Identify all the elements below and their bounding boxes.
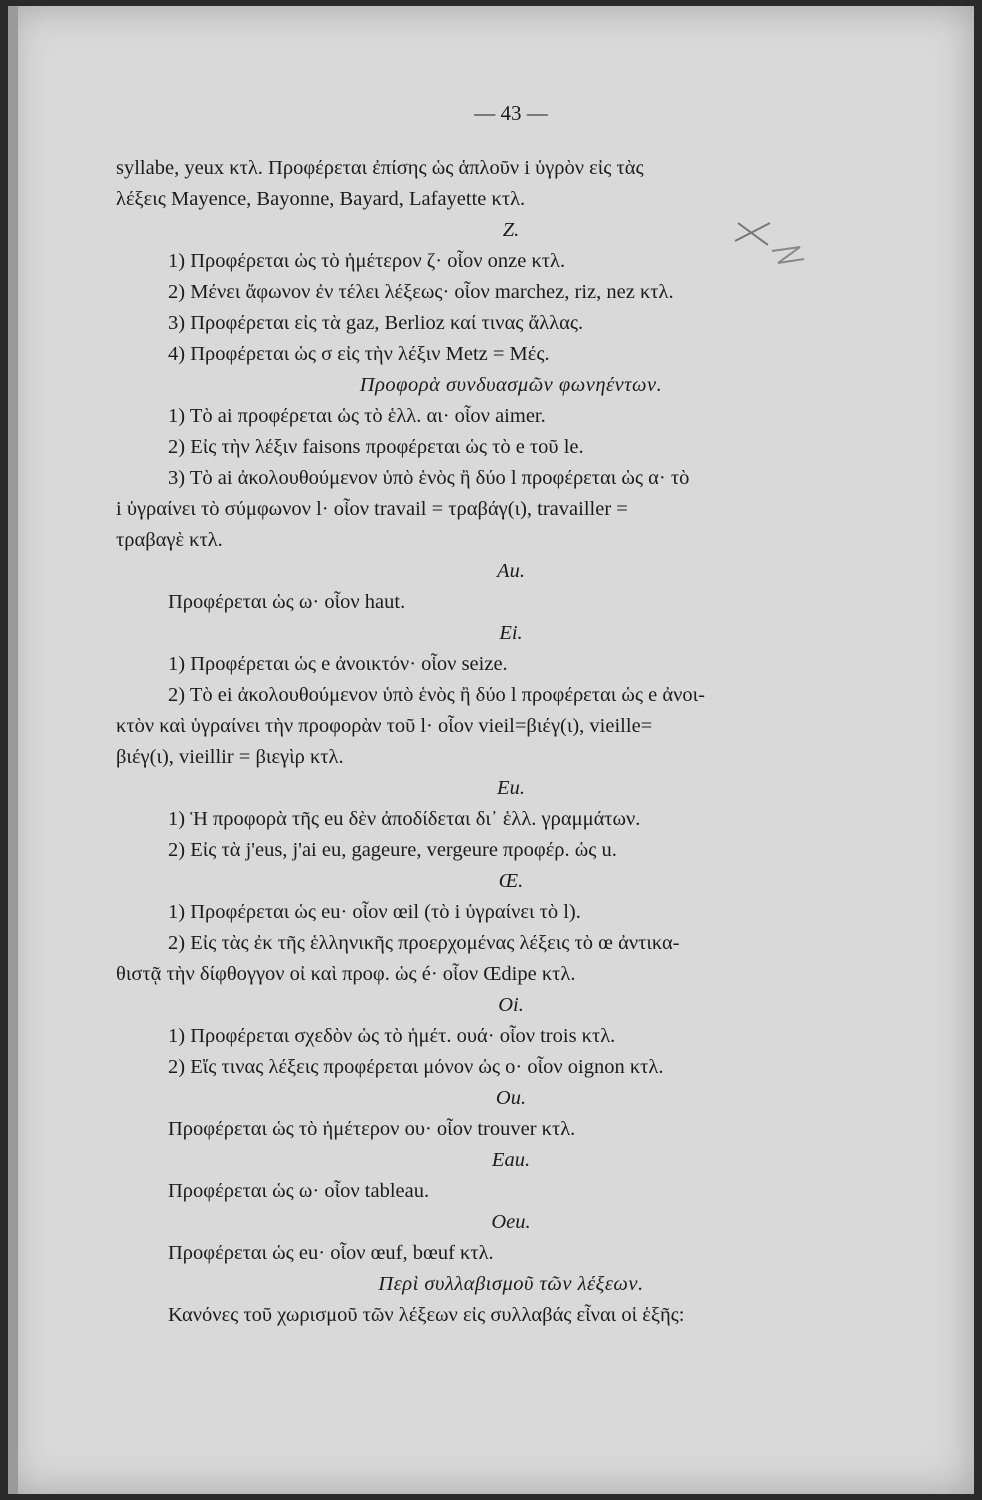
text-line: 2) Μένει ἄφωνον ἐν τέλει λέξεως· οἷον marchez, riz, nez κτλ. bbox=[168, 281, 674, 303]
text-line: Προφέρεται ὡς ω· οἷον tableau. bbox=[168, 1180, 430, 1202]
text-line: Προφέρεται ὡς ω· οἷον haut. bbox=[168, 591, 406, 613]
section-heading: Ei. bbox=[499, 622, 523, 644]
text-line: 1) Ἡ προφορὰ τῆς eu δὲν ἀποδίδεται δι᾽ ἑλλ. γραμμάτων. bbox=[168, 808, 641, 830]
text-line: κτὸν καὶ ὑγραίνει τὴν προφορὰν τοῦ l· οἷον vieil=βιέγ(ι), vieille= bbox=[116, 715, 653, 737]
text-line: τραβαγὲ κτλ. bbox=[116, 529, 223, 551]
text-line: Κανόνες τοῦ χωρισμοῦ τῶν λέξεων εἰς συλλαβάς εἶναι οἱ ἑξῆς: bbox=[168, 1304, 685, 1326]
page-number: — 43 — bbox=[474, 101, 548, 125]
book-page bbox=[8, 6, 974, 1494]
page-spine bbox=[8, 6, 18, 1494]
section-heading: Ou. bbox=[495, 1087, 527, 1109]
text-line: i ὑγραίνει τὸ σύμφωνον l· οἷον travail = τραβάγ(ι), travailler = bbox=[116, 498, 628, 520]
section-heading: Eu. bbox=[497, 777, 525, 799]
text-line: 1) Προφέρεται ὡς e ἀνοικτόν· οἷον seize. bbox=[168, 653, 508, 675]
section-heading: Z. bbox=[502, 219, 520, 241]
text-line: 3) Τὸ ai ἀκολουθούμενον ὑπὸ ἑνὸς ἢ δύο l προφέρεται ὡς α· τὸ bbox=[168, 467, 690, 489]
text-line: 1) Προφέρεται ὡς τὸ ἡμέτερον ζ· οἷον onze κτλ. bbox=[168, 250, 566, 272]
page-text bbox=[116, 98, 906, 1331]
section-heading: Au. bbox=[497, 560, 525, 582]
text-line: 2) Εἴς τινας λέξεις προφέρεται μόνον ὡς ο· οἷον oignon κτλ. bbox=[168, 1056, 664, 1078]
text-line: Προφέρεται ὡς eu· οἷον œuf, bœuf κτλ. bbox=[168, 1242, 494, 1264]
section-heading: Περὶ συλλαβισμοῦ τῶν λέξεων. bbox=[378, 1273, 644, 1295]
text-line: Προφέρεται ὡς τὸ ἡμέτερον ου· οἷον trouver κτλ. bbox=[168, 1118, 576, 1140]
section-heading: Oeu. bbox=[491, 1211, 531, 1233]
text-line: βιέγ(ι), vieillir = βιεγὶρ κτλ. bbox=[116, 746, 344, 768]
text-line: θιστᾷ τὴν δίφθογγον οἰ καὶ προφ. ὡς é· οἷον Œdipe κτλ. bbox=[116, 963, 576, 985]
section-heading: Oi. bbox=[498, 994, 524, 1016]
text-line: 2) Τὸ ei ἀκολουθούμενον ὑπὸ ἑνὸς ἢ δύο l προφέρεται ὡς e ἀνοι- bbox=[168, 684, 705, 706]
text-line: 1) Προφέρεται ὡς eu· οἷον œil (τὸ i ὑγραίνει τὸ l). bbox=[168, 901, 581, 923]
text-line: λέξεις Mayence, Bayonne, Bayard, Lafayette κτλ. bbox=[116, 188, 526, 210]
text-line: 2) Εἰς τὴν λέξιν faisons προφέρεται ὡς τὸ e τοῦ le. bbox=[168, 436, 584, 458]
section-heading: Œ. bbox=[498, 870, 524, 892]
text-line: 1) Προφέρεται σχεδὸν ὡς τὸ ἡμέτ. ουά· οἷον trois κτλ. bbox=[168, 1025, 616, 1047]
text-line: 2) Εἰς τὰ j'eus, j'ai eu, gageure, vergeure προφέρ. ὡς u. bbox=[168, 839, 617, 861]
text-line: 2) Εἰς τὰς ἐκ τῆς ἑλληνικῆς προερχομένας λέξεις τὸ œ ἀντικα- bbox=[168, 932, 680, 954]
section-heading: Eau. bbox=[491, 1149, 531, 1171]
section-heading: Προφορὰ συνδυασμῶν φωνηέντων. bbox=[359, 374, 663, 396]
text-line: 1) Τὸ ai προφέρεται ὡς τὸ ἑλλ. αι· οἷον aimer. bbox=[168, 405, 546, 427]
text-line: 4) Προφέρεται ὡς σ εἰς τὴν λέξιν Metz = Μές. bbox=[168, 343, 550, 365]
text-line: syllabe, yeux κτλ. Προφέρεται ἐπίσης ὡς ἁπλοῦν i ὑγρὸν εἰς τὰς bbox=[116, 157, 644, 179]
text-line: 3) Προφέρεται εἰς τὰ gaz, Berlioz καί τινας ἄλλας. bbox=[168, 312, 584, 334]
